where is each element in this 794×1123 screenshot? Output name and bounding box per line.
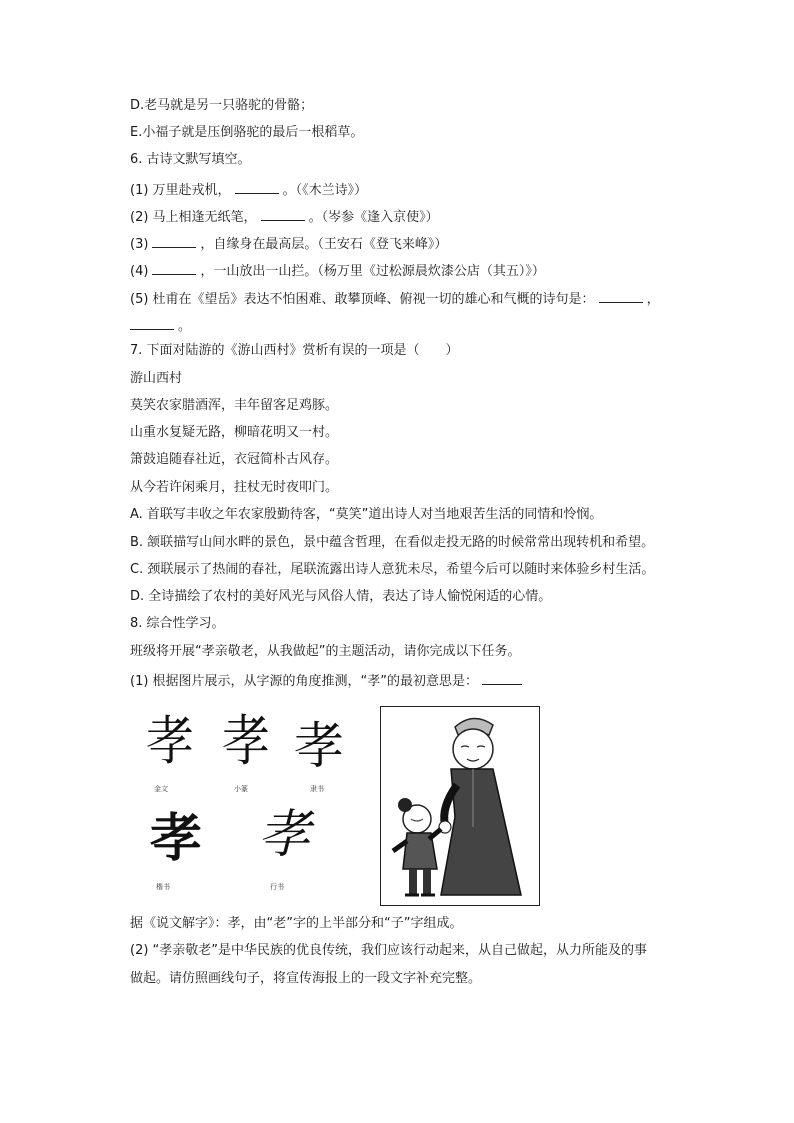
caption-xiaozhuan: 小篆 [234, 785, 248, 793]
question-8-part-2: (2) “孝亲敬老”是中华民族的优良传统，我们应该行动起来，从自己做起，从力所能及的事 [130, 943, 648, 958]
question-8-part-2-continued: 做起。请仿照画线句子，将宣传海报上的一段文字补充完整。 [130, 971, 482, 986]
answer-blank[interactable] [482, 670, 522, 685]
fill-item-1-post: 。（《木兰诗》） [282, 183, 368, 198]
poem-title: 游山西村 [130, 371, 183, 386]
fill-end-mark: 。 [178, 319, 192, 334]
option-e-line: E.小福子就是压倒骆驼的最后一根稻草。 [130, 125, 364, 140]
glyph-xiaozhuan: 孝 [222, 709, 271, 774]
option-a: A. 首联写丰收之年农家殷勤待客，“莫笑”道出诗人对当地艰苦生活的同情和怜悯。 [130, 507, 603, 522]
fill-item-3-pre: (3) [130, 237, 149, 252]
answer-blank[interactable] [152, 233, 196, 248]
fill-item-3-post: ，自缘身在最高层。（王安石《登飞来峰》） [200, 237, 448, 252]
option-d-line: D.老马就是另一只骆驼的骨骼； [130, 98, 314, 113]
answer-blank[interactable] [235, 179, 279, 194]
fill-item-5-pre: (5) 杜甫在《望岳》表达不怕困难、敢攀顶峰、俯视一切的雄心和气概的诗句是： [130, 292, 595, 307]
poem-line: 箫鼓追随春社近，衣冠简朴古风存。 [130, 452, 339, 467]
question-6-title: 6. 古诗文默写填空。 [130, 152, 251, 167]
child-elder-drawing [381, 707, 539, 905]
fill-item-1-pre: (1) 万里赴戎机， [130, 183, 231, 198]
glyph-lishu: 孝 [294, 717, 344, 775]
option-b: B. 颔联描写山间水畔的景色，景中蕴含哲理，在看似走投无路的时候常常出现转机和希望。 [130, 535, 655, 550]
fill-item-2-pre: (2) 马上相逢无纸笔， [130, 210, 257, 225]
caption-kaishu: 楷书 [156, 883, 170, 891]
answer-blank[interactable] [152, 260, 196, 275]
poem-line: 山重水复疑无路，柳暗花明又一村。 [130, 425, 339, 440]
xiao-glyph-panel [130, 700, 368, 906]
fill-item-4-post: ，一山放出一山拦。（杨万里《过松源晨炊漆公店（其五）》） [200, 264, 545, 279]
fill-item-4-pre: (4) [130, 264, 149, 279]
fill-item-1 [130, 179, 367, 200]
answer-blank[interactable] [130, 315, 174, 330]
question-7-title: 7. 下面对陆游的《游山西村》赏析有误的一项是（ ） [130, 343, 459, 358]
poem-line: 从今若许闲乘月，拄杖无时夜叩门。 [130, 480, 339, 495]
answer-blank[interactable] [599, 288, 643, 303]
caption-jinwen: 金文 [154, 785, 168, 793]
caption-lishu: 隶书 [310, 785, 324, 793]
fill-item-2 [130, 206, 439, 227]
fill-item-5-continued [130, 315, 191, 336]
glyph-jinwen: 孝 [146, 710, 195, 773]
option-c: C. 颈联展示了热闹的春社，尾联流露出诗人意犹未尽，希望今后可以随时来体验乡村生活。 [130, 562, 655, 577]
option-d: D. 全诗描绘了农村的美好风光与风俗人情，表达了诗人愉悦闲适的心情。 [130, 589, 552, 604]
illustration-child-helping-elder [380, 706, 540, 906]
question-8-part-1-text: (1) 根据图片展示，从字源的角度推测，“孝”的最初意思是： [130, 674, 479, 689]
fill-item-4 [130, 260, 545, 281]
answer-blank[interactable] [261, 206, 305, 221]
fill-item-5 [130, 288, 660, 309]
figure-xiao-evolution [130, 700, 540, 906]
caption-xingshu: 行书 [270, 883, 284, 891]
fill-item-5-post: ， [646, 292, 660, 307]
glyph-kaishu: 孝 [150, 808, 203, 869]
glyph-xingshu: 孝 [258, 805, 311, 865]
question-8-part-1 [130, 670, 526, 691]
question-8-intro: 班级将开展“孝亲敬老，从我做起”的主题活动，请你完成以下任务。 [130, 644, 521, 659]
question-8-title: 8. 综合性学习。 [130, 616, 225, 631]
shuowen-note: 据《说文解字》：孝，由“老”字的上半部分和“子”字组成。 [130, 916, 463, 931]
fill-item-3 [130, 233, 447, 254]
fill-item-2-post: 。（岑参《逢入京使》） [308, 210, 439, 225]
poem-line: 莫笑农家腊酒浑，丰年留客足鸡豚。 [130, 398, 339, 413]
